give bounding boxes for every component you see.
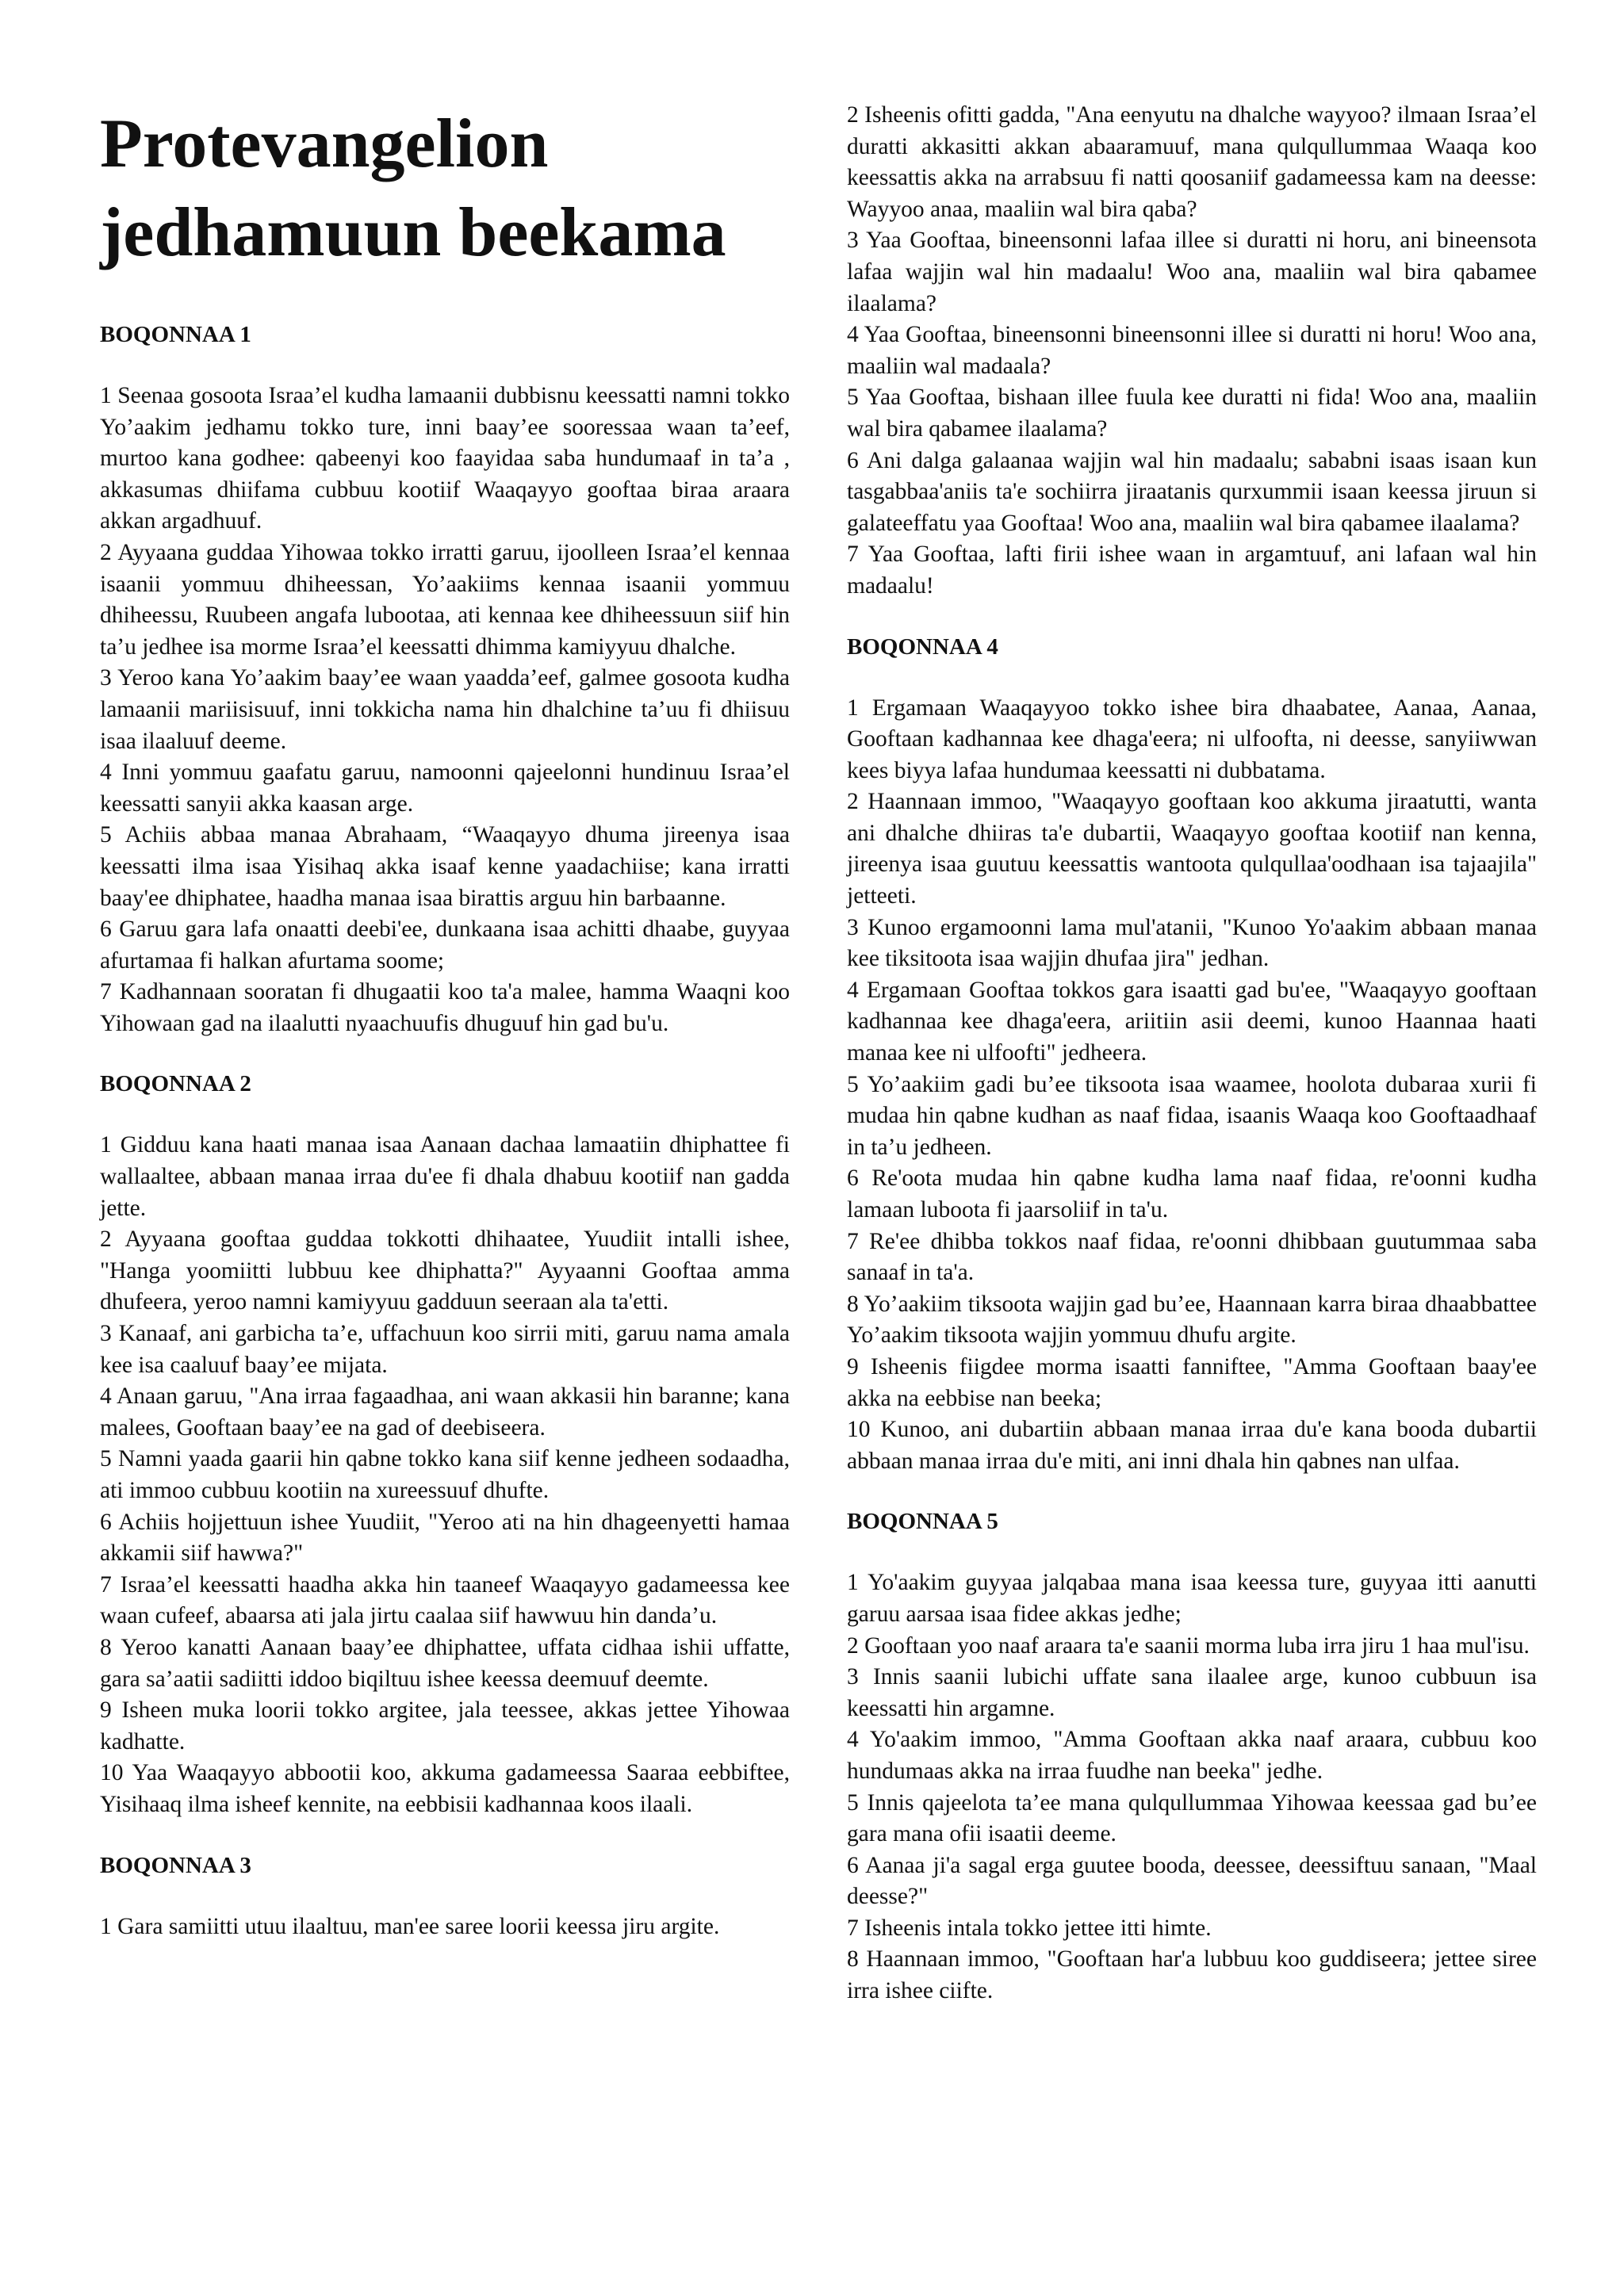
chapter-heading: BOQONNAA 2 — [100, 1071, 251, 1097]
verse: 2 Ayyaana gooftaa guddaa tokkotti dhihaatee, Yuudiit intalli ishee, "Hanga yoomiitti lubbuu kee dhiphatta?" Ayyaanni Gooftaa amma dhufeera, yeroo namni kamiyyuu gadduun seeraan ala ta'etti. — [100, 1226, 790, 1315]
chapter-3-continued — [847, 100, 1537, 603]
verse: 2 Haannaan immoo, "Waaqayyo gooftaan koo akkuma jiraatutti, wanta ani dhalche dhiiras ta'e dubartii, Waaqayyo gooftaa kootiif nan kenna, jireenya isaa guutuu keessattis wantoota qulqullaa'oodhaan isa tajaajila" jetteeti. — [847, 789, 1537, 909]
verse: 1 Ergamaan Waaqayyoo tokko ishee bira dhaabatee, Aanaa, Aanaa, Gooftaan kadhannaa kee dhaga'eera; ni ulfoofta, ni deesse, sanyiiwwan kees biyya lafaa hundumaa keessatti ni dubbatama. — [847, 695, 1537, 783]
verse: 10 Yaa Waaqayyo abbootii koo, akkuma gadameessa Saaraa eebbiftee, Yisihaaq ilma isheef kennite, na eebbisii kadhannaa koos ilaali. — [100, 1760, 790, 1817]
verse: 4 Ergamaan Gooftaa tokkos gara isaatti gad bu'ee, "Waaqayyo gooftaan kadhannaa kee dhaga'eera, ariitiin asii deemi, kunoo Haannaa haati manaa kee ni ulfoofti" jedheera. — [847, 977, 1537, 1066]
verse: 5 Innis qajeelota ta’ee mana qulqullummaa Yihowaa keessaa gad bu’ee gara mana ofii isaatii deeme. — [847, 1789, 1537, 1847]
verse: 1 Yo'aakim guyyaa jalqabaa mana isaa keessa ture, guyyaa itti aanutti garuu aarsaa isaa fidee akkas jedhe; — [847, 1570, 1537, 1627]
verse: 4 Yaa Gooftaa, bineensonni bineensonni illee si duratti ni horu! Woo ana, maaliin wal madaala? — [847, 322, 1537, 379]
verse: 6 Aanaa ji'a sagal erga guutee booda, deessee, deessiftuu sanaan, "Maal deesse?" — [847, 1852, 1537, 1910]
verse: 4 Inni yommuu gaafatu garuu, namoonni qajeelonni hundinuu Israa’el keessatti sanyii akka kaasan arge. — [100, 760, 790, 817]
verse: 3 Yeroo kana Yo’aakim baay’ee waan yaadda’eef, galmee gosoota kudha lamaanii mariisisuuf, inni tokkicha nama hin dhalchine ta’uu fi dhiisuu isaa ilaaluuf deeme. — [100, 665, 790, 754]
verse: 8 Yo’aakiim tiksoota wajjin gad bu’ee, Haannaan karra biraa dhaabbattee Yo’aakim tiksoota wajjin yommuu dhufu argite. — [847, 1291, 1537, 1349]
verse: 5 Achiis abbaa manaa Abrahaam, “Waaqayyo dhuma jireenya isaa keessatti ilma isaa Yisihaq akka isaaf kenne yaadachiise; kana irratti baay'ee dhiphatee, haadha manaa isaa birattis arguu hin barbaanne. — [100, 822, 790, 911]
verse: 3 Kanaaf, ani garbicha ta’e, uffachuun koo sirrii miti, garuu nama amala kee isa caaluuf baay’ee mijata. — [100, 1321, 790, 1378]
page-title: Protevangelion jedhamuun beekama — [100, 105, 726, 271]
verse: 6 Ani dalga galaanaa wajjin wal hin madaalu; sababni isaas isaan kun tasgabbaa'aniis ta'e sochiirra jiraatanis qurxummii isaan keessa jiruun si galateeffatu yaa Gooftaa! Woo ana, maaliin wal bira qabamee ilaalama? — [847, 447, 1537, 536]
verse: 5 Yaa Gooftaa, bishaan illee fuula kee duratti ni fida! Woo ana, maaliin wal bira qabamee ilaalama? — [847, 385, 1537, 442]
verse: 2 Gooftaan yoo naaf araara ta'e saanii morma luba irra jiru 1 haa mul'isu. — [847, 1632, 1530, 1659]
right-column — [847, 100, 1537, 2007]
verse: 1 Seenaa gosoota Israa’el kudha lamaanii dubbisnu keessatti namni tokko Yo’aakim jedhamu tokko ture, inni baay’ee sooressaa waan ta’eef, murtoo kana godhee: qabeenyi koo faayidaa saba hundumaaf in ta’a , akkasumas dhiifama cubbuu kootiif Waaqayyo gooftaa biraa araara akkan argadhuuf. — [100, 383, 790, 534]
verse: 5 Namni yaada gaarii hin qabne tokko kana siif kenne jedheen sodaadha, ati immoo cubbuu kootiin na xureessuuf dhufte. — [100, 1446, 790, 1503]
chapter-heading: BOQONNAA 1 — [100, 322, 251, 347]
verse: 2 Ayyaana guddaa Yihowaa tokko irratti garuu, ijoolleen Israa’el kennaa isaanii yommuu dhiheessan, Yo’aakiims kennaa isaanii yommuu dhiheessu, Ruubeen angafa lubootaa, ati kennaa kee dhiheessuun siif hin ta’u jedhee isa morme Israa’el keessatti dhimma kamiyyuu dhalche. — [100, 539, 790, 660]
chapter-5 — [847, 1506, 1537, 2007]
verse: 8 Haannaan immoo, "Gooftaan har'a lubbuu koo guddiseera; jettee siree irra ishee ciifte. — [847, 1946, 1537, 2004]
verse: 10 Kunoo, ani dubartiin abbaan manaa irraa du'e kana booda dubartii abbaan manaa irraa du'e miti, ani inni dhala hin qabnes nan ulfaa. — [847, 1417, 1537, 1474]
verse: 4 Yo'aakim immoo, "Amma Gooftaan akka naaf araara, cubbuu koo hundumaas akka na irraa fuudhe nan beeka" jedhe. — [847, 1727, 1537, 1784]
verse: 8 Yeroo kanatti Aanaan baay’ee dhiphattee, uffata cidhaa ishii uffatte, gara sa’aatii sadiitti iddoo biqiltuu ishee keessa deemuuf deemte. — [100, 1634, 790, 1692]
chapter-heading: BOQONNAA 3 — [100, 1852, 251, 1878]
verse: 9 Isheen muka loorii tokko argitee, jala teessee, akkas jettee Yihowaa kadhatte. — [100, 1697, 790, 1755]
verse: 7 Kadhannaan sooratan fi dhugaatii koo ta'a malee, hamma Waaqni koo Yihowaan gad na ilaalutti nyaachuufis dhuguuf hin gad bu'u. — [100, 979, 790, 1036]
verse: 6 Garuu gara lafa onaatti deebi'ee, dunkaana isaa achitti dhaabe, guyyaa afurtamaa fi halkan afurtama soome; — [100, 916, 790, 974]
verse: 3 Innis saanii lubichi uffate sana ilaalee arge, kunoo cubbuun isa keessatti hin argamne. — [847, 1664, 1537, 1721]
verse: 6 Achiis hojjettuun ishee Yuudiit, "Yeroo ati na hin dhageenyetti hamaa akkamii siif hawwa?" — [100, 1509, 790, 1567]
verse: 7 Israa’el keessatti haadha akka hin taaneef Waaqayyo gadameessa kee waan cufeef, abaarsa ati jala jirtu caalaa siif hawwuu hin danda’u. — [100, 1571, 790, 1629]
chapter-2 — [100, 1068, 790, 1820]
verse: 7 Re'ee dhibba tokkos naaf fidaa, re'oonni dhibbaan guutummaa saba sanaaf in ta'a. — [847, 1228, 1537, 1286]
verse: 5 Yo’aakiim gadi bu’ee tiksoota isaa waamee, hoolota dubaraa xurii fi mudaa hin qabne kudhan as naaf fidaa, isaanis Waaqa koo Gooftaadhaaf in ta’u jedheen. — [847, 1071, 1537, 1160]
left-column — [100, 0, 790, 1942]
verse: 1 Gidduu kana haati manaa isaa Aanaan dachaa lamaatiin dhiphattee fi wallaaltee, abbaan manaa irraa du'ee fi dhala dhabuu kootiif nan gadda jette. — [100, 1132, 790, 1221]
chapter-3 — [100, 1850, 790, 1943]
verse: 9 Isheenis fiigdee morma isaatti fanniftee, "Amma Gooftaan baay'ee akka na eebbise nan beeka; — [847, 1353, 1537, 1411]
chapter-1 — [100, 319, 790, 1039]
verse: 7 Yaa Gooftaa, lafti firii ishee waan in argamtuuf, ani lafaan wal hin madaalu! — [847, 541, 1537, 599]
verse: 3 Kunoo ergamoonni lama mul'atanii, "Kunoo Yo'aakim abbaan manaa kee tiksitoota isaa wajjin dhufaa jira" jedhan. — [847, 914, 1537, 972]
verse: 1 Gara samiitti utuu ilaaltuu, man'ee saree loorii keessa jiru argite. — [100, 1913, 720, 1939]
verse: 3 Yaa Gooftaa, bineensonni lafaa illee si duratti ni horu, ani bineensota lafaa wajjin wal hin madaalu! Woo ana, maaliin wal bira qabamee ilaalama? — [847, 228, 1537, 316]
verse: 2 Isheenis ofitti gadda, "Ana eenyutu na dhalche wayyoo? ilmaan Israa’el duratti akkasitti akkan abaaramuuf, mana qulqullummaa Waaqa koo keessattis akka na arrabsuu fi natti qoosaniif gadameessa kam na deesse: Wayyoo anaa, maaliin wal bira qaba? — [847, 102, 1537, 222]
verse: 6 Re'oota mudaa hin qabne kudha lama naaf fidaa, re'oonni kudha lamaan luboota fi jaarsoliif in ta'u. — [847, 1165, 1537, 1223]
verse: 4 Anaan garuu, "Ana irraa fagaadhaa, ani waan akkasii hin baranne; kana malees, Gooftaan baay’ee na gad of deebiseera. — [100, 1383, 790, 1441]
chapter-heading: BOQONNAA 5 — [847, 1509, 998, 1535]
chapter-heading: BOQONNAA 4 — [847, 633, 998, 660]
chapter-4 — [847, 631, 1537, 1478]
verse: 7 Isheenis intala tokko jettee itti himte. — [847, 1915, 1212, 1941]
